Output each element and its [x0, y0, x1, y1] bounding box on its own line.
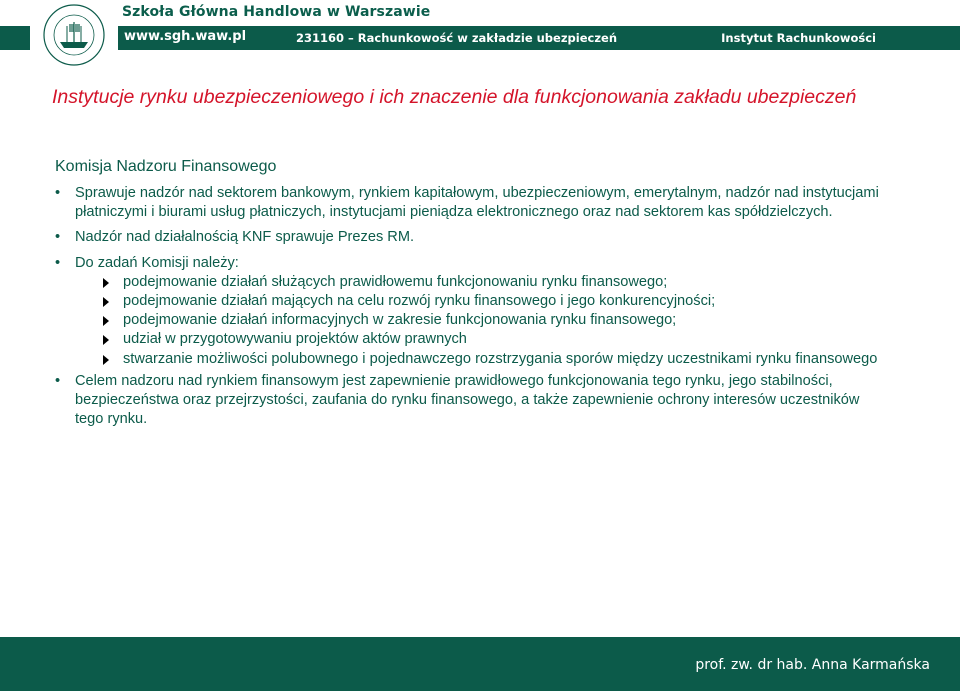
bullet-icon: • [55, 254, 61, 271]
list-item [54, 254, 884, 369]
institute-label: Instytut Rachunkowości [721, 31, 876, 45]
school-name: Szkoła Główna Handlowa w Warszawie [122, 4, 431, 20]
arrow-bullet-icon [103, 355, 109, 365]
list-item [54, 228, 884, 247]
list-item-text: Do zadań Komisji należy: [75, 254, 239, 271]
sub-list-item [75, 330, 884, 349]
arrow-bullet-icon [103, 316, 109, 326]
sub-list-item-text: podejmowanie działań służących prawidłowemu funkcjonowaniu rynku finansowego; [123, 273, 668, 290]
sub-list-item-text: stwarzanie możliwości polubownego i pojednawczego rozstrzygania sporów między uczestnikami rynku finansowego [123, 350, 878, 367]
section-title: Komisja Nadzoru Finansowego [55, 158, 277, 175]
bullet-icon: • [55, 372, 61, 389]
list-item-text: Celem nadzoru nad rynkiem finansowym jest zapewnienie prawidłowego funkcjonowania tego rynku, jego stabilności, bezpieczeństwa oraz przejrzystości, zaufania do rynku finansowego, a także zapewnienie ochrony interesów uczestników tego rynku. [75, 372, 860, 428]
arrow-bullet-icon [103, 278, 109, 288]
slide-title: Instytucje rynku ubezpieczeniowego i ich znaczenie dla funkcjonowania zakładu ubezpieczeń [52, 86, 857, 108]
sub-list-item [75, 273, 884, 292]
sub-list-item-text: udział w przygotowywaniu projektów aktów prawnych [123, 331, 467, 348]
website-link[interactable]: www.sgh.waw.pl [124, 29, 247, 44]
slide-content [54, 184, 884, 435]
list-item-text: Sprawuje nadzór nad sektorem bankowym, rynkiem kapitałowym, ubezpieczeniowym, emerytalnym, nadzór nad instytucjami płatniczymi i biurami usług płatniczych, instytucjami pieniądza elektronicznego oraz nad sektorem kas spółdzielczych. [75, 185, 879, 221]
header-bar [118, 26, 960, 50]
course-label: 231160 – Rachunkowość w zakładzie ubezpieczeń [296, 31, 618, 45]
footer [0, 637, 960, 691]
sub-list-item [75, 311, 884, 330]
list-item [54, 372, 884, 430]
sub-list-item-text: podejmowanie działań informacyjnych w zakresie funkcjonowania rynku finansowego; [123, 312, 677, 329]
list-item [54, 184, 884, 222]
header [0, 0, 960, 78]
bullet-icon: • [55, 185, 61, 201]
sub-list-item [75, 292, 884, 311]
sub-list-item [75, 350, 884, 369]
header-strip [0, 26, 30, 50]
bullet-icon: • [55, 229, 61, 246]
list-item-text: Nadzór nad działalnością KNF sprawuje Prezes RM. [75, 229, 415, 246]
arrow-bullet-icon [103, 297, 109, 307]
sgh-logo-icon [36, 2, 112, 68]
sub-list-item-text: podejmowanie działań mających na celu rozwój rynku finansowego i jego konkurencyjności; [123, 293, 716, 310]
arrow-bullet-icon [103, 335, 109, 345]
author-label: prof. zw. dr hab. Anna Karmańska [695, 657, 930, 673]
